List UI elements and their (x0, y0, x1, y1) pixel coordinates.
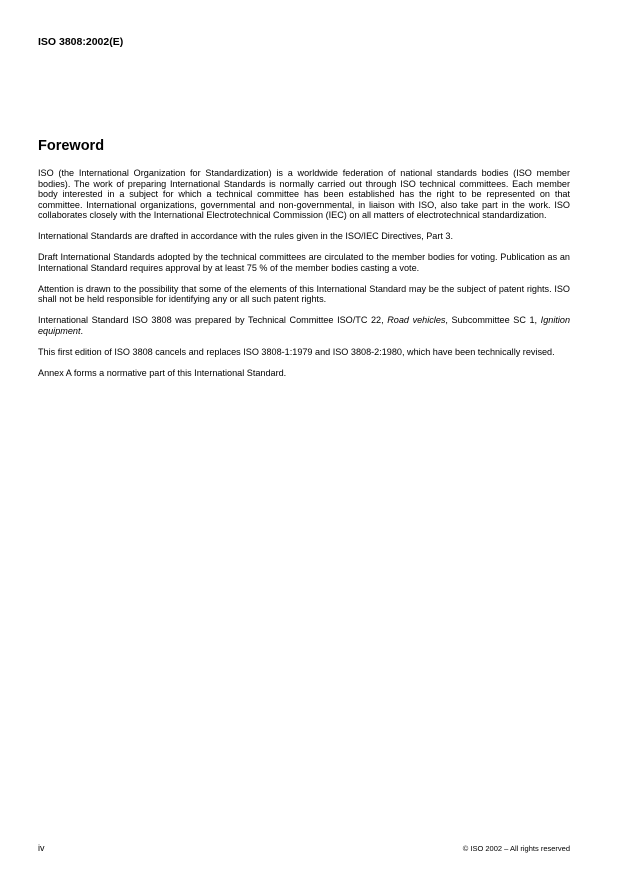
paragraph-edition: This first edition of ISO 3808 cancels and replaces ISO 3808-1:1979 and ISO 3808-2:1980, which have been technically revised. (38, 346, 555, 357)
foreword-body (38, 168, 570, 389)
page-title: Foreword (38, 138, 105, 154)
committee-name: Road vehicles (387, 315, 446, 325)
document-header: ISO 3808:2002(E) (38, 36, 124, 48)
paragraph-drafting-rules: International Standards are drafted in accordance with the rules given in the ISO/IEC Directives, Part 3. (38, 231, 453, 241)
preparation-text-after: . (80, 325, 83, 336)
paragraph-iso-federation: ISO (the International Organization for Standardization) is a worldwide federation of national standards bodies (ISO member bodies). The work of preparing International Standards is normally carried out through ISO technical committees. Each member body interested in a subject for which a technical committee has been established has the right to be represented on that committee. International organizations, governmental and non-governmental, in liaison with ISO, also take part in the work. ISO collaborates closely with the International Electrotechnical Commission (IEC) on all matters of electrotechnical standardization. (38, 168, 570, 220)
page-number: iv (38, 843, 45, 853)
paragraph-voting: Draft International Standards adopted by the technical committees are circulated to the member bodies for voting. Publication as an International Standard requires approval by at least 75 % of the member bodies casting a vote. (38, 252, 570, 273)
paragraph-preparation (38, 315, 570, 336)
copyright-notice: © ISO 2002 – All rights reserved (462, 844, 570, 853)
preparation-text-before: International Standard ISO 3808 was prepared by Technical Committee ISO/TC 22, (38, 315, 388, 325)
preparation-text-middle: , Subcommittee SC 1, (445, 315, 541, 325)
paragraph-patent-rights: Attention is drawn to the possibility that some of the elements of this International Standard may be the subject of patent rights. ISO shall not be held responsible for identifying any or all such patent rights. (38, 283, 570, 304)
paragraph-annex: Annex A forms a normative part of this International Standard. (38, 367, 287, 378)
subcommittee-name: Ignition equipment (38, 315, 570, 336)
